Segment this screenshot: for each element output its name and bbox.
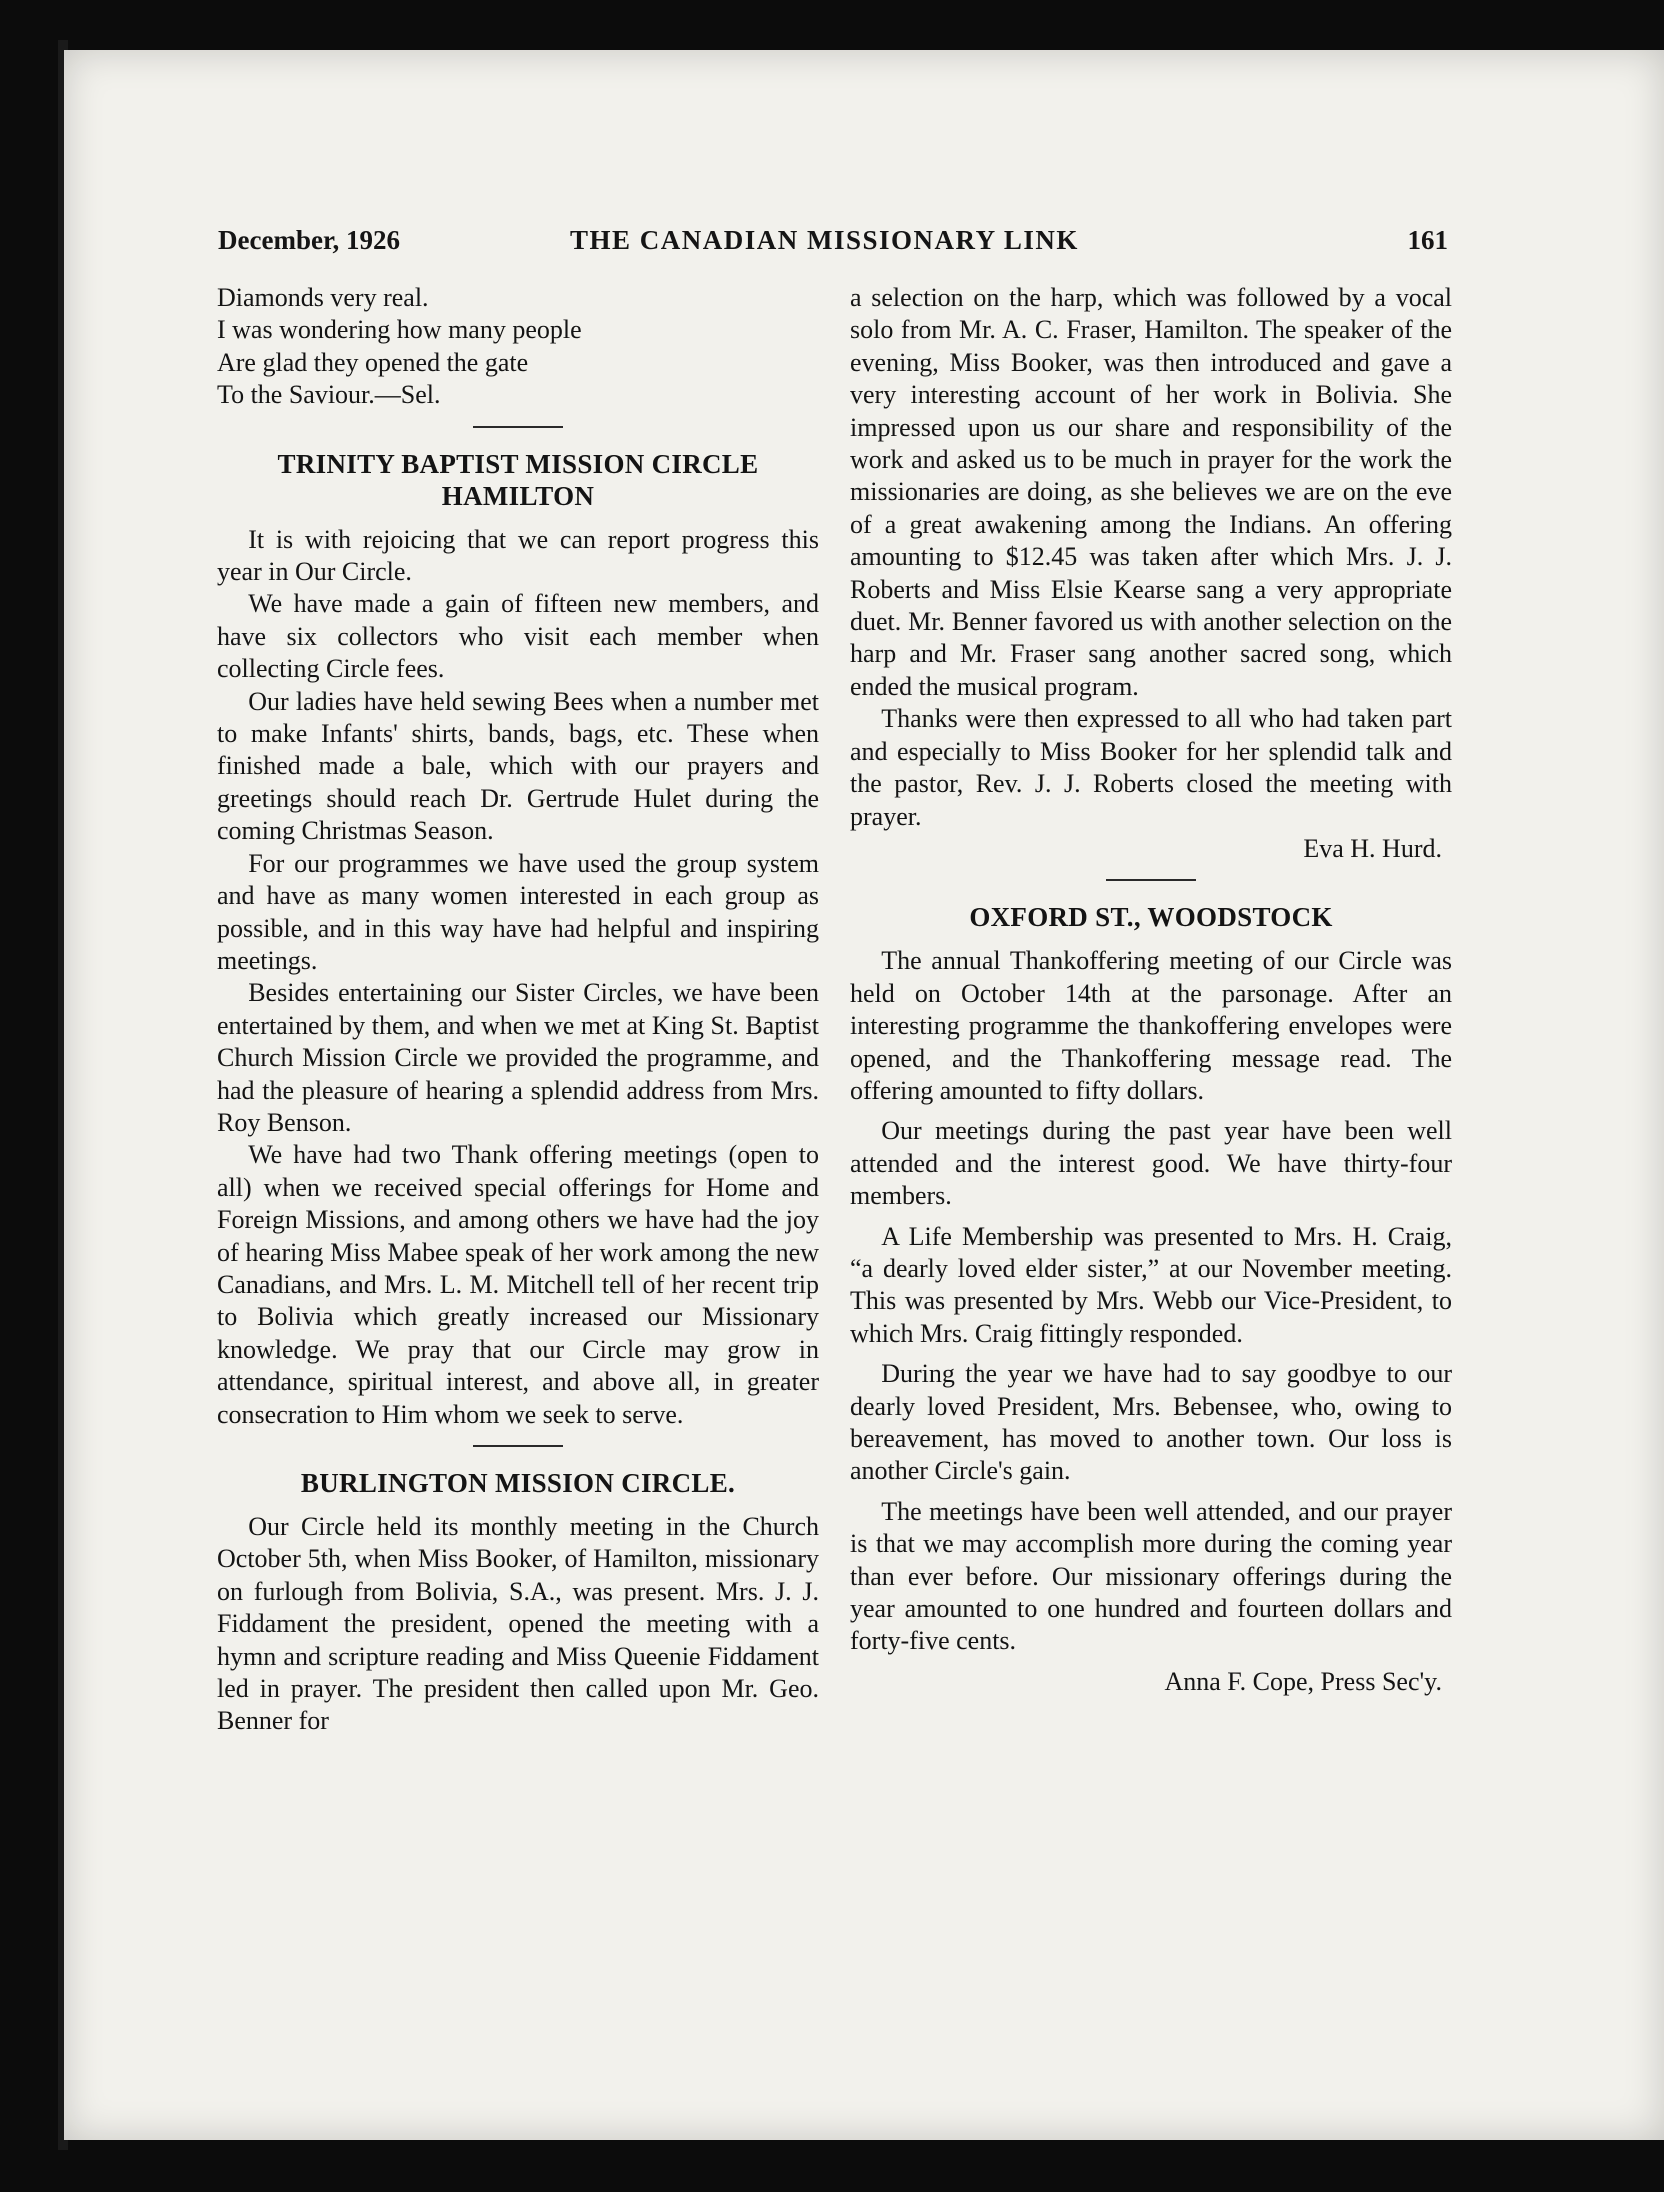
poem-ending — [217, 282, 819, 412]
section-divider — [473, 426, 563, 428]
article-paragraph: It is with rejoicing that we can report progress this year in Our Circle. — [217, 524, 819, 587]
article-signature: Eva H. Hurd. — [1303, 833, 1442, 863]
page-number: 161 — [1407, 225, 1448, 255]
poem-line: Are glad they opened the gate — [217, 347, 529, 377]
article-paragraph: We have had two Thank offering meetings (open to all) when we received special offerings for Home and Foreign Missions, and among others we have had the joy of hearing Miss Mabee speak of her work among the new Canadians, and Mrs. L. M. Mitchell tell of her recent trip to Bolivia which greatly increased our Missionary knowledge. We pray that our Circle may grow in attendance, spiritual interest, and above all, in greater consecration to Him whom we seek to serve. — [217, 1140, 819, 1429]
article-paragraph: Our ladies have held sewing Bees when a number met to make Infants' shirts, bands, bags, etc. These when finished made a bale, which with our prayers and greetings should reach Dr. Gertrude Hulet during the coming Christmas Season. — [217, 686, 819, 846]
article-signature: Anna F. Cope, Press Sec'y. — [1164, 1666, 1442, 1696]
article-paragraph: Thanks were then expressed to all who had taken part and especially to Miss Booker for her splendid talk and the pastor, Rev. J. J. Roberts closed the meeting with prayer. — [850, 704, 1452, 831]
right-column — [850, 282, 1452, 1698]
article-paragraph: A Life Membership was presented to Mrs. H. Craig, “a dearly loved elder sister,” at our November meeting. This was presented by Mrs. Webb our Vice-President, to which Mrs. Craig fittingly responded. — [850, 1221, 1452, 1348]
article-paragraph: The annual Thankoffering meeting of our Circle was held on October 14th at the parsonage. After an interesting programme the thankoffering envelopes were opened, and the Thankoffering message read. The offering amounted to fifty dollars. — [850, 946, 1452, 1105]
article-paragraph: For our programmes we have used the group system and have as many women interested in each group as possible, and in this way have had helpful and inspiring meetings. — [217, 848, 819, 975]
heading-line: HAMILTON — [441, 480, 595, 511]
article-heading-oxford: OXFORD ST., WOODSTOCK — [969, 902, 1333, 933]
left-column — [217, 282, 819, 1738]
poem-line: Diamonds very real. — [217, 283, 429, 312]
article-paragraph: The meetings have been well attended, and our prayer is that we may accomplish more during the coming year than ever before. Our missionary offerings during the year amounted to one hundred and fourteen dollars and forty-five cents. — [850, 1496, 1452, 1656]
heading-line: TRINITY BAPTIST MISSION CIRCLE — [277, 448, 759, 479]
article-paragraph: We have made a gain of fifteen new members, and have six collectors who visit each member when collecting Circle fees. — [217, 589, 819, 684]
poem-line: To the Saviour.—Sel. — [217, 380, 441, 410]
article-paragraph: Our meetings during the past year have been well attended and the interest good. We have thirty-four members. — [850, 1116, 1452, 1211]
article-paragraph: During the year we have had to say goodbye to our dearly loved President, Mrs. Bebensee, who, owing to bereavement, has moved to another town. Our loss is another Circle's gain. — [850, 1359, 1452, 1486]
section-divider — [1106, 879, 1196, 881]
article-paragraph-continued: a selection on the harp, which was followed by a vocal solo from Mr. A. C. Fraser, Hamilton. The speaker of the evening, Miss Booker, was then introduced and gave a very interesting account of her work in Bolivia. She impressed upon us our share and responsibility of the work and asked us to be much in prayer for the work the missionaries are doing, as she believes we are on the eve of a great awakening among the Indians. An offering amounting to $12.45 was taken after which Mrs. J. J. Roberts and Miss Elsie Kearse sang a very appropriate duet. Mr. Benner favored us with another selection on the harp and Mr. Fraser sang another sacred song, which ended the musical program. — [850, 283, 1452, 701]
article-heading-trinity — [217, 448, 819, 512]
article-paragraph: Besides entertaining our Sister Circles, we have been entertained by them, and when we met at King St. Baptist Church Mission Circle we provided the programme, and had the pleasure of hearing a splendid address from Mrs. Roy Benson. — [217, 978, 819, 1137]
running-header — [218, 225, 1448, 265]
publication-title: THE CANADIAN MISSIONARY LINK — [570, 225, 1079, 255]
poem-line: I was wondering how many people — [217, 315, 582, 345]
article-paragraph: Our Circle held its monthly meeting in the Church October 5th, when Miss Booker, of Hamilton, missionary on furlough from Bolivia, S.A., was present. Mrs. J. J. Fiddament the president, opened the meeting with a hymn and scripture reading and Miss Queenie Fiddament led in prayer. The president then called upon Mr. Geo. Benner for — [217, 1512, 819, 1736]
issue-date: December, 1926 — [218, 225, 400, 255]
section-divider — [473, 1445, 563, 1447]
article-heading-burlington: BURLINGTON MISSION CIRCLE. — [300, 1468, 736, 1498]
